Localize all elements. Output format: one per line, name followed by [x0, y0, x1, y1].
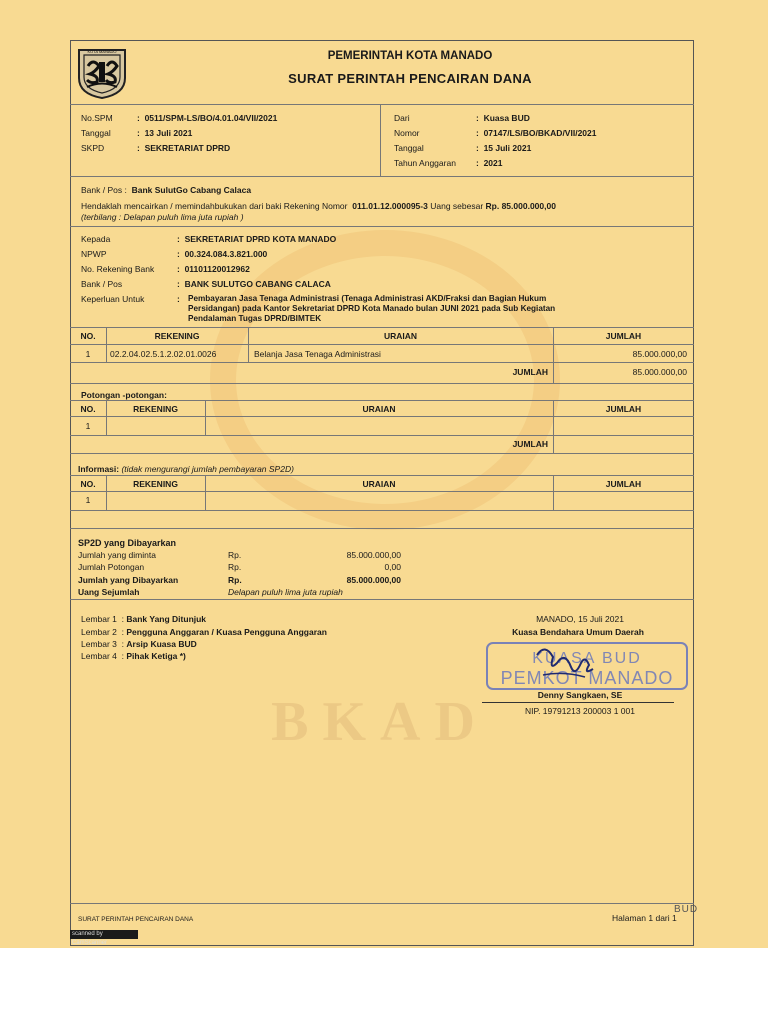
skpd-value: SEKRETARIAT DPRD	[144, 143, 231, 153]
sejumlah-value: Delapan puluh lima juta rupiah	[228, 587, 343, 597]
sp2d-title: SP2D yang Dibayarkan	[78, 538, 177, 548]
diminta-rp: Rp.	[228, 550, 242, 560]
lembar-value: Pihak Ketiga *)	[126, 651, 186, 661]
column-header-rekening: REKENING	[154, 331, 200, 341]
dari-tanggal-label: Tanggal	[394, 143, 424, 153]
divider	[70, 453, 694, 454]
kepada-label: Kepada	[81, 234, 111, 244]
diminta-value: 85.000.000,00	[346, 550, 401, 560]
svg-text:KOTA MANADO: KOTA MANADO	[87, 49, 117, 54]
tahun-label: Tahun Anggaran	[394, 158, 456, 168]
keperluan-line-3: Pendalaman Tugas DPRD/BIMTEK	[188, 314, 322, 323]
signatory-name: Denny Sangkaen, SE	[537, 690, 623, 700]
divider	[70, 344, 694, 345]
potongan-header-uraian: URAIAN	[362, 404, 396, 414]
table-row-rekening: 02.2.04.02.5.1.2.02.01.0026	[110, 349, 217, 359]
bud-mark: BUD	[674, 904, 699, 915]
informasi-note: (tidak mengurangi jumlah pembayaran SP2D)	[121, 464, 294, 474]
divider	[70, 491, 694, 492]
potongan-header-rekening: REKENING	[133, 404, 178, 414]
dari-tanggal-value: 15 Juli 2021	[483, 143, 532, 153]
table-row-uraian: Belanja Jasa Tenaga Administrasi	[254, 349, 381, 359]
column-header-jumlah: JUMLAH	[605, 331, 642, 341]
potongan-header-jumlah: JUMLAH	[605, 404, 642, 414]
stamp-line-1: KUASA BUD	[532, 650, 642, 667]
informasi-row-no: 1	[85, 495, 91, 505]
government-title: PEMERINTAH KOTA MANADO	[327, 50, 493, 62]
dibayarkan-label: Jumlah yang Dibayarkan	[78, 575, 179, 585]
scan-watermark: scanned by CamScanner	[70, 930, 138, 939]
divider	[70, 435, 694, 436]
signatory-nip: NIP. 19791213 200003 1 001	[525, 706, 635, 716]
potongan-total-label: JUMLAH	[512, 439, 548, 449]
recipient-bank-value: BANK SULUTGO CABANG CALACA	[184, 279, 331, 289]
nomor-value: 07147/LS/BO/BKAD/VII/2021	[483, 128, 597, 138]
lembar-value: Arsip Kuasa BUD	[126, 639, 197, 649]
lembar-value: Bank Yang Ditunjuk	[126, 614, 207, 624]
column-header-uraian: URAIAN	[383, 331, 418, 341]
table-row-jumlah: 85.000.000,00	[632, 349, 687, 359]
potongan-sum-rp: Rp.	[228, 562, 242, 572]
divider	[70, 176, 694, 177]
potongan-row-no: 1	[85, 421, 91, 431]
total-value: 85.000.000,00	[632, 367, 687, 377]
divider	[70, 362, 694, 363]
informasi-title: Informasi:	[78, 464, 120, 474]
bank-label: Bank / Pos :	[81, 185, 127, 195]
signature-underline	[482, 702, 674, 703]
informasi-header-jumlah: JUMLAH	[605, 479, 642, 489]
norek-value: 01101120012962	[184, 264, 250, 274]
npwp-value: 00.324.084.3.821.000	[184, 249, 268, 259]
signature-place-date: MANADO, 15 Juli 2021	[536, 614, 624, 624]
signature-role: Kuasa Bendahara Umum Daerah	[512, 627, 644, 637]
spm-tanggal-value: 13 Juli 2021	[144, 128, 193, 138]
keperluan-line-2: Persidangan) pada Kantor Sekretariat DPRD Kota Manado bulan JUNI 2021 pada Sub Kegiatan	[188, 304, 556, 313]
amount-label: Uang sebesar	[430, 201, 484, 211]
footer-document-name: SURAT PERINTAH PENCAIRAN DANA	[78, 916, 194, 923]
dibayarkan-rp: Rp.	[228, 575, 242, 585]
total-label: JUMLAH	[512, 367, 548, 377]
lembar-label: Lembar 3	[81, 639, 117, 649]
lembar-label: Lembar 4	[81, 651, 117, 661]
npwp-label: NPWP	[81, 249, 107, 259]
potongan-sum-value: 0,00	[384, 562, 401, 572]
divider	[70, 475, 694, 476]
sejumlah-label: Uang Sejumlah	[78, 587, 140, 597]
watermark-text: BKAD	[271, 691, 489, 753]
divider	[70, 599, 694, 600]
informasi-header-uraian: URAIAN	[362, 479, 396, 489]
dibayarkan-value: 85.000.000,00	[346, 575, 401, 585]
nomor-label: Nomor	[394, 128, 420, 138]
stamp-line-2: PEMKOT MANADO	[500, 668, 674, 688]
spm-no-value: 0511/SPM-LS/BO/4.01.04/VII/2021	[144, 113, 278, 123]
divider	[70, 383, 694, 384]
keperluan-line-1: Pembayaran Jasa Tenaga Administrasi (Tenaga Administrasi AKD/Fraksi dan Bagian Hukum	[188, 294, 547, 303]
dari-label: Dari	[394, 113, 410, 123]
norek-label: No. Rekening Bank	[81, 264, 155, 274]
informasi-header-no: NO.	[80, 479, 96, 489]
diminta-label: Jumlah yang diminta	[78, 550, 156, 560]
divider	[70, 510, 694, 511]
divider	[70, 528, 694, 529]
spm-tanggal-label: Tanggal	[81, 128, 111, 138]
informasi-header-rekening: REKENING	[133, 479, 178, 489]
divider	[70, 903, 694, 904]
divider	[380, 104, 381, 176]
table-row-no: 1	[85, 349, 91, 359]
divider	[70, 400, 694, 401]
document-title: SURAT PERINTAH PENCAIRAN DANA	[288, 71, 532, 86]
divider	[70, 327, 694, 328]
potongan-title: Potongan -potongan:	[81, 390, 167, 400]
dari-value: Kuasa BUD	[483, 113, 530, 123]
recipient-bank-label: Bank / Pos	[81, 279, 123, 289]
instruction-text: Hendaklah mencairkan / memindahbukukan dari baki Rekening Nomor	[81, 201, 348, 211]
page-number: Halaman 1 dari 1	[612, 913, 677, 923]
potongan-header-no: NO.	[80, 404, 96, 414]
skpd-label: SKPD	[81, 143, 105, 153]
source-account-number: 011.01.12.000095-3	[352, 201, 428, 211]
divider	[70, 104, 694, 105]
kepada-value: SEKRETARIAT DPRD KOTA MANADO	[184, 234, 337, 244]
amount-value: Rp. 85.000.000,00	[485, 201, 556, 211]
kuasa-bud-stamp	[485, 641, 689, 691]
city-seal-logo	[73, 44, 131, 100]
lembar-value: Pengguna Anggaran / Kuasa Pengguna Anggaran	[126, 627, 327, 637]
divider	[70, 226, 694, 227]
keperluan-label: Keperluan Untuk	[81, 294, 145, 304]
lembar-label: Lembar 2	[81, 627, 117, 637]
divider	[70, 416, 694, 417]
bank-value: Bank SulutGo Cabang Calaca	[131, 185, 252, 195]
terbilang-text: (terbilang : Delapan puluh lima juta rupiah )	[81, 212, 244, 222]
lembar-label: Lembar 1	[81, 614, 117, 624]
tahun-value: 2021	[483, 158, 503, 168]
spm-no-label: No.SPM	[81, 113, 113, 123]
potongan-sum-label: Jumlah Potongan	[78, 562, 145, 572]
column-header-no: NO.	[80, 331, 96, 341]
